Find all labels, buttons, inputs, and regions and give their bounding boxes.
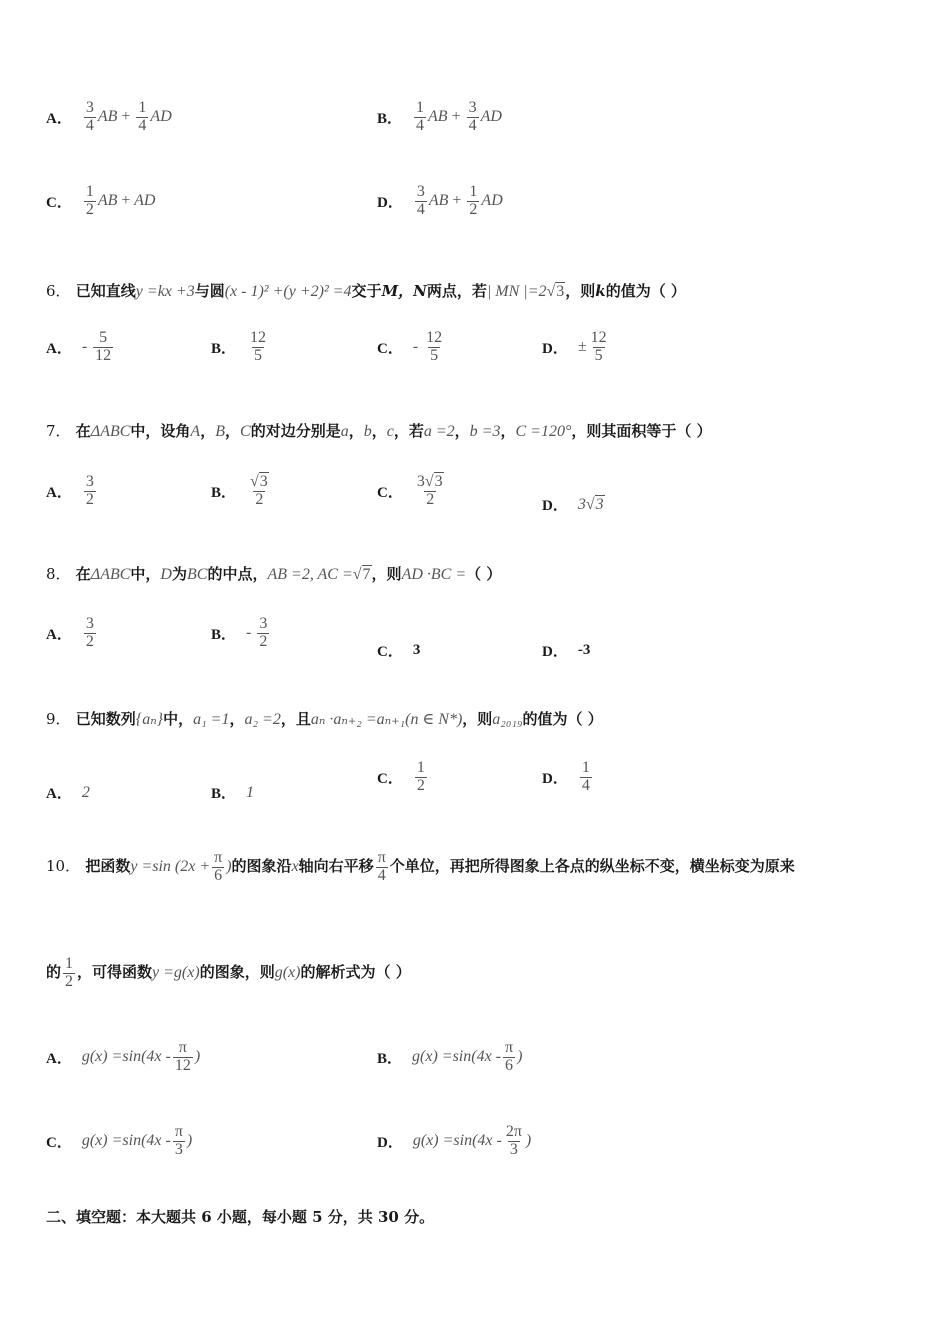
- fraction-numerator: 3: [85, 99, 94, 116]
- separator: ，: [371, 422, 387, 440]
- condition-c: C =120°: [515, 423, 572, 440]
- coefficient: 3: [416, 473, 425, 490]
- q6-option-c[interactable]: [377, 330, 446, 365]
- sqrt-radicand: 3: [556, 283, 565, 300]
- stem-text: 中，设角: [130, 422, 191, 440]
- term-a1: a₁ =1: [193, 711, 230, 728]
- fraction-numerator: 3: [468, 99, 477, 116]
- segment-bc: BC: [187, 566, 208, 583]
- question-10-stem-line1: [46, 850, 795, 885]
- q10-option-a[interactable]: [46, 1040, 200, 1075]
- q7-option-d[interactable]: D． 3√3: [542, 495, 604, 514]
- fraction-numerator: 3: [259, 615, 268, 632]
- separator: ，: [200, 422, 216, 440]
- point-d: D: [160, 566, 172, 583]
- minus-sign: -: [412, 337, 419, 355]
- fraction-denominator: 2: [469, 200, 478, 218]
- option-label: A．: [46, 340, 72, 357]
- option-label: D．: [542, 770, 568, 787]
- option-label: A．: [46, 110, 72, 127]
- option-label: A．: [46, 626, 72, 643]
- function-g-ref: g(x): [274, 963, 301, 981]
- stem-text: ，且: [280, 710, 311, 728]
- q8-option-a[interactable]: [46, 616, 98, 651]
- question-7-stem: [46, 420, 712, 441]
- vector-ab: AB: [97, 191, 118, 209]
- fraction-numerator: 1: [581, 759, 590, 776]
- stem-text: 的对边分别是: [250, 422, 341, 440]
- fraction-numerator: π: [214, 849, 223, 866]
- close-paren: ): [517, 1047, 523, 1065]
- fraction-denominator: 12: [174, 1056, 191, 1074]
- target-term: a₂₀₁₉: [492, 711, 523, 728]
- fraction-denominator: 2: [85, 200, 94, 218]
- function-expression: y =sin (2x +: [130, 857, 211, 875]
- condition-a: a =2: [423, 423, 455, 440]
- fraction-denominator: 4: [416, 116, 425, 134]
- fraction-denominator: 3: [509, 1140, 518, 1158]
- fraction-numerator: π: [178, 1039, 187, 1056]
- fraction-numerator: 1: [65, 955, 74, 972]
- triangle-abc: ΔABC: [90, 423, 131, 440]
- triangle-abc: ΔABC: [90, 566, 131, 583]
- plus-sign: +: [451, 107, 461, 125]
- stem-text: （ ）: [466, 565, 502, 583]
- vector-ad: AD: [150, 107, 172, 125]
- q9-option-d[interactable]: [542, 760, 594, 795]
- fraction-denominator: 4: [138, 116, 147, 134]
- fraction-denominator: 4: [468, 116, 477, 134]
- angle-a: A: [190, 423, 201, 440]
- q10-option-c[interactable]: [46, 1124, 192, 1159]
- q10-option-d[interactable]: [377, 1124, 531, 1159]
- close-paren: ): [186, 1131, 193, 1149]
- fraction-numerator: π: [377, 849, 386, 866]
- question-number: 8．: [46, 565, 71, 583]
- fraction-denominator: 2: [65, 972, 74, 990]
- separator: ，: [229, 710, 245, 728]
- plus-minus-sign: ±: [577, 337, 587, 355]
- stem-text: 已知直线: [75, 282, 136, 300]
- q9-option-a[interactable]: [46, 782, 90, 803]
- stem-text: ，则: [462, 710, 493, 728]
- option-label: B．: [211, 484, 237, 501]
- stem-text: 与圆: [194, 282, 225, 300]
- question-number: 6．: [46, 282, 71, 300]
- circle-equation: (x - 1)² +(y +2)² =4: [224, 283, 352, 300]
- plus-sign: +: [121, 107, 131, 125]
- option-label: A．: [46, 786, 72, 802]
- q6-option-b[interactable]: [211, 330, 270, 365]
- option-expression: g(x) =sin(4x -: [412, 1047, 501, 1065]
- fraction-denominator: 5: [430, 346, 439, 364]
- stem-text: 的图象，则: [199, 962, 275, 981]
- question-number: 9．: [46, 710, 71, 728]
- option-label: D．: [542, 644, 568, 660]
- plus-sign: +: [452, 191, 462, 209]
- stem-text: 两点，若: [426, 282, 487, 300]
- q5-option-d[interactable]: [377, 184, 503, 219]
- fraction-denominator: 5: [254, 346, 263, 364]
- stem-text: 的解析式为（ ）: [300, 962, 411, 981]
- stem-text: 中，: [163, 710, 194, 728]
- option-label: D．: [542, 340, 568, 357]
- condition-b: b =3: [469, 423, 501, 440]
- option-label: D．: [542, 498, 568, 514]
- sqrt-radicand: 3: [595, 495, 604, 513]
- minus-sign: -: [81, 337, 88, 355]
- stem-text: 轴向右平移: [298, 856, 374, 875]
- side-c: c: [386, 423, 394, 440]
- stem-text: ，则: [371, 565, 402, 583]
- option-expression: g(x) =sin(4x -: [412, 1131, 502, 1149]
- q9-option-b[interactable]: [211, 782, 254, 803]
- option-expression: g(x) =sin(4x -: [81, 1131, 171, 1149]
- fraction-numerator: 12: [426, 329, 443, 346]
- fraction-numerator: 5: [99, 329, 108, 346]
- fraction-numerator: 1: [416, 759, 425, 776]
- q6-option-a[interactable]: [46, 330, 115, 365]
- fraction-denominator: 2: [85, 490, 94, 508]
- stem-text: ，则: [565, 282, 596, 300]
- minus-sign: -: [246, 623, 252, 641]
- option-label: D．: [377, 194, 403, 211]
- index-condition: (n ∈ N*): [405, 711, 463, 728]
- option-label: C．: [46, 194, 72, 211]
- stem-text: 个单位，再把所得图象上各点的纵坐标不变，横坐标变为原来: [389, 856, 795, 875]
- q7-option-b[interactable]: B． $\frac{√3}{2}$: [211, 473, 268, 508]
- separator: ，: [500, 422, 516, 440]
- q7-option-c[interactable]: C． $\frac{3√3}{2}$: [377, 473, 443, 508]
- option-label: C．: [377, 770, 403, 787]
- q9-option-c[interactable]: [377, 760, 429, 795]
- side-conditions: AB =2, AC =: [267, 566, 353, 583]
- q6-option-d[interactable]: [542, 330, 611, 365]
- stem-text: 中，: [130, 565, 161, 583]
- option-label: C．: [377, 644, 403, 660]
- line-equation: y =kx +3: [135, 283, 195, 300]
- fraction-denominator: 5: [594, 346, 603, 364]
- option-value: -3: [577, 642, 591, 658]
- fraction-denominator: 2: [426, 490, 435, 508]
- stem-text: 为: [171, 565, 187, 583]
- stem-text: 交于: [351, 282, 382, 300]
- sequence: {aₙ}: [135, 711, 164, 728]
- points-mn: M，N: [381, 282, 427, 300]
- sqrt-radicand: 7: [362, 566, 371, 583]
- plus-sign: +: [121, 191, 131, 209]
- vector-ab: AB: [97, 107, 118, 125]
- stem-text: 的值为（ ）: [522, 710, 603, 728]
- stem-text: 的值为（ ）: [605, 282, 686, 300]
- stem-text: 的中点，: [207, 565, 268, 583]
- q8-option-d[interactable]: [542, 640, 590, 661]
- option-value: 3: [412, 642, 421, 658]
- q5-option-b[interactable]: [377, 100, 502, 135]
- fraction-denominator: 12: [95, 346, 112, 364]
- fraction-numerator: 1: [469, 183, 478, 200]
- fraction-numerator: 3: [85, 473, 94, 490]
- fraction-denominator: 4: [581, 776, 590, 794]
- fraction-numerator: 3: [416, 183, 425, 200]
- option-label: C．: [377, 340, 403, 357]
- separator: ，: [454, 422, 470, 440]
- sqrt-radicand: 3: [259, 473, 268, 490]
- fraction-denominator: 6: [214, 866, 223, 884]
- question-8-stem: 8． 在ΔABC中，D为BC的中点，AB =2, AC =√7，则AD ·BC =（ ）: [46, 565, 502, 583]
- stem-text: ，若: [393, 422, 424, 440]
- vector-ad: AD: [480, 107, 502, 125]
- fraction-numerator: π: [174, 1123, 183, 1140]
- function-g: y =g(x): [152, 963, 200, 981]
- fraction-denominator: 3: [174, 1140, 183, 1158]
- stem-text: 已知数列: [75, 710, 136, 728]
- q5-option-c[interactable]: [46, 184, 155, 219]
- q8-option-b[interactable]: [211, 616, 271, 651]
- question-10-stem-line2: [46, 956, 411, 991]
- vector-ab: AB: [428, 191, 449, 209]
- chord-length: | MN |=2: [486, 283, 547, 300]
- recurrence: aₙ ·aₙ₊₂ =aₙ₊₁: [310, 711, 406, 728]
- side-b: b: [363, 423, 372, 440]
- axis-x: x: [291, 857, 299, 875]
- option-label: A．: [46, 484, 72, 501]
- fraction-denominator: 2: [416, 776, 425, 794]
- close-paren: ): [525, 1131, 532, 1149]
- question-9-stem: [46, 708, 603, 729]
- term-a2: a₂ =2: [244, 711, 281, 728]
- fraction-denominator: 4: [377, 866, 386, 884]
- option-label: D．: [377, 1134, 403, 1151]
- stem-text: ，可得函数: [77, 962, 153, 981]
- option-label: B．: [211, 340, 237, 357]
- fraction-numerator: 1: [138, 99, 147, 116]
- q5-option-a[interactable]: [46, 100, 172, 135]
- fraction-denominator: 4: [85, 116, 94, 134]
- fraction-numerator: 1: [416, 99, 425, 116]
- fraction-numerator: 1: [85, 183, 94, 200]
- angle-c: C: [240, 423, 251, 440]
- variable-k: k: [595, 282, 606, 300]
- dot-product: AD ·BC =: [401, 566, 467, 583]
- question-number: 7．: [46, 422, 71, 440]
- fraction-denominator: 6: [505, 1056, 514, 1074]
- question-6-stem: 6． 已知直线y =kx +3与圆(x - 1)² +(y +2)² =4交于M，N两点，若| MN |=2√3，则k的值为（ ）: [46, 282, 686, 300]
- fraction-denominator: 2: [255, 490, 264, 508]
- fraction-numerator: 2π: [505, 1123, 522, 1140]
- section-2-heading: 二、填空题：本大题共 6 小题，每小题 5 分，共 30 分。: [46, 1208, 435, 1226]
- option-label: B．: [377, 1050, 403, 1067]
- option-label: C．: [377, 484, 403, 501]
- separator: ，: [225, 422, 241, 440]
- vector-ab: AB: [428, 107, 448, 125]
- vector-ad: AD: [134, 191, 156, 209]
- q8-option-c[interactable]: [377, 640, 420, 661]
- fraction-numerator: 12: [250, 329, 267, 346]
- function-close-paren: ): [226, 857, 232, 875]
- option-value: 1: [246, 783, 255, 801]
- fraction-denominator: 2: [259, 632, 268, 650]
- close-paren: ): [194, 1047, 201, 1065]
- fraction-denominator: 2: [85, 632, 94, 650]
- coefficient: 3: [577, 495, 586, 513]
- fraction-numerator: 12: [590, 329, 607, 346]
- stem-text: 把函数: [85, 856, 131, 875]
- option-expression: g(x) =sin(4x -: [81, 1047, 171, 1065]
- fraction-denominator: 4: [416, 200, 425, 218]
- option-label: B．: [377, 110, 403, 127]
- option-value: 2: [81, 783, 90, 801]
- stem-text: 在: [75, 422, 91, 440]
- q10-option-b[interactable]: [377, 1040, 522, 1075]
- option-label: C．: [46, 1134, 72, 1151]
- stem-text: 的: [46, 962, 62, 981]
- fraction-numerator: 3: [85, 615, 94, 632]
- option-label: B．: [211, 786, 237, 802]
- sqrt-radicand: 3: [434, 473, 443, 490]
- fraction-numerator: π: [505, 1039, 514, 1056]
- question-number: 10．: [46, 856, 81, 875]
- stem-text: ，则其面积等于（ ）: [571, 422, 712, 440]
- separator: ，: [348, 422, 364, 440]
- option-label: A．: [46, 1050, 72, 1067]
- angle-b: B: [215, 423, 225, 440]
- vector-ad: AD: [481, 191, 503, 209]
- q7-option-a[interactable]: [46, 474, 98, 509]
- side-a: a: [340, 423, 349, 440]
- stem-text: 的图象沿: [231, 856, 292, 875]
- option-label: B．: [211, 626, 237, 643]
- stem-text: 在: [75, 565, 91, 583]
